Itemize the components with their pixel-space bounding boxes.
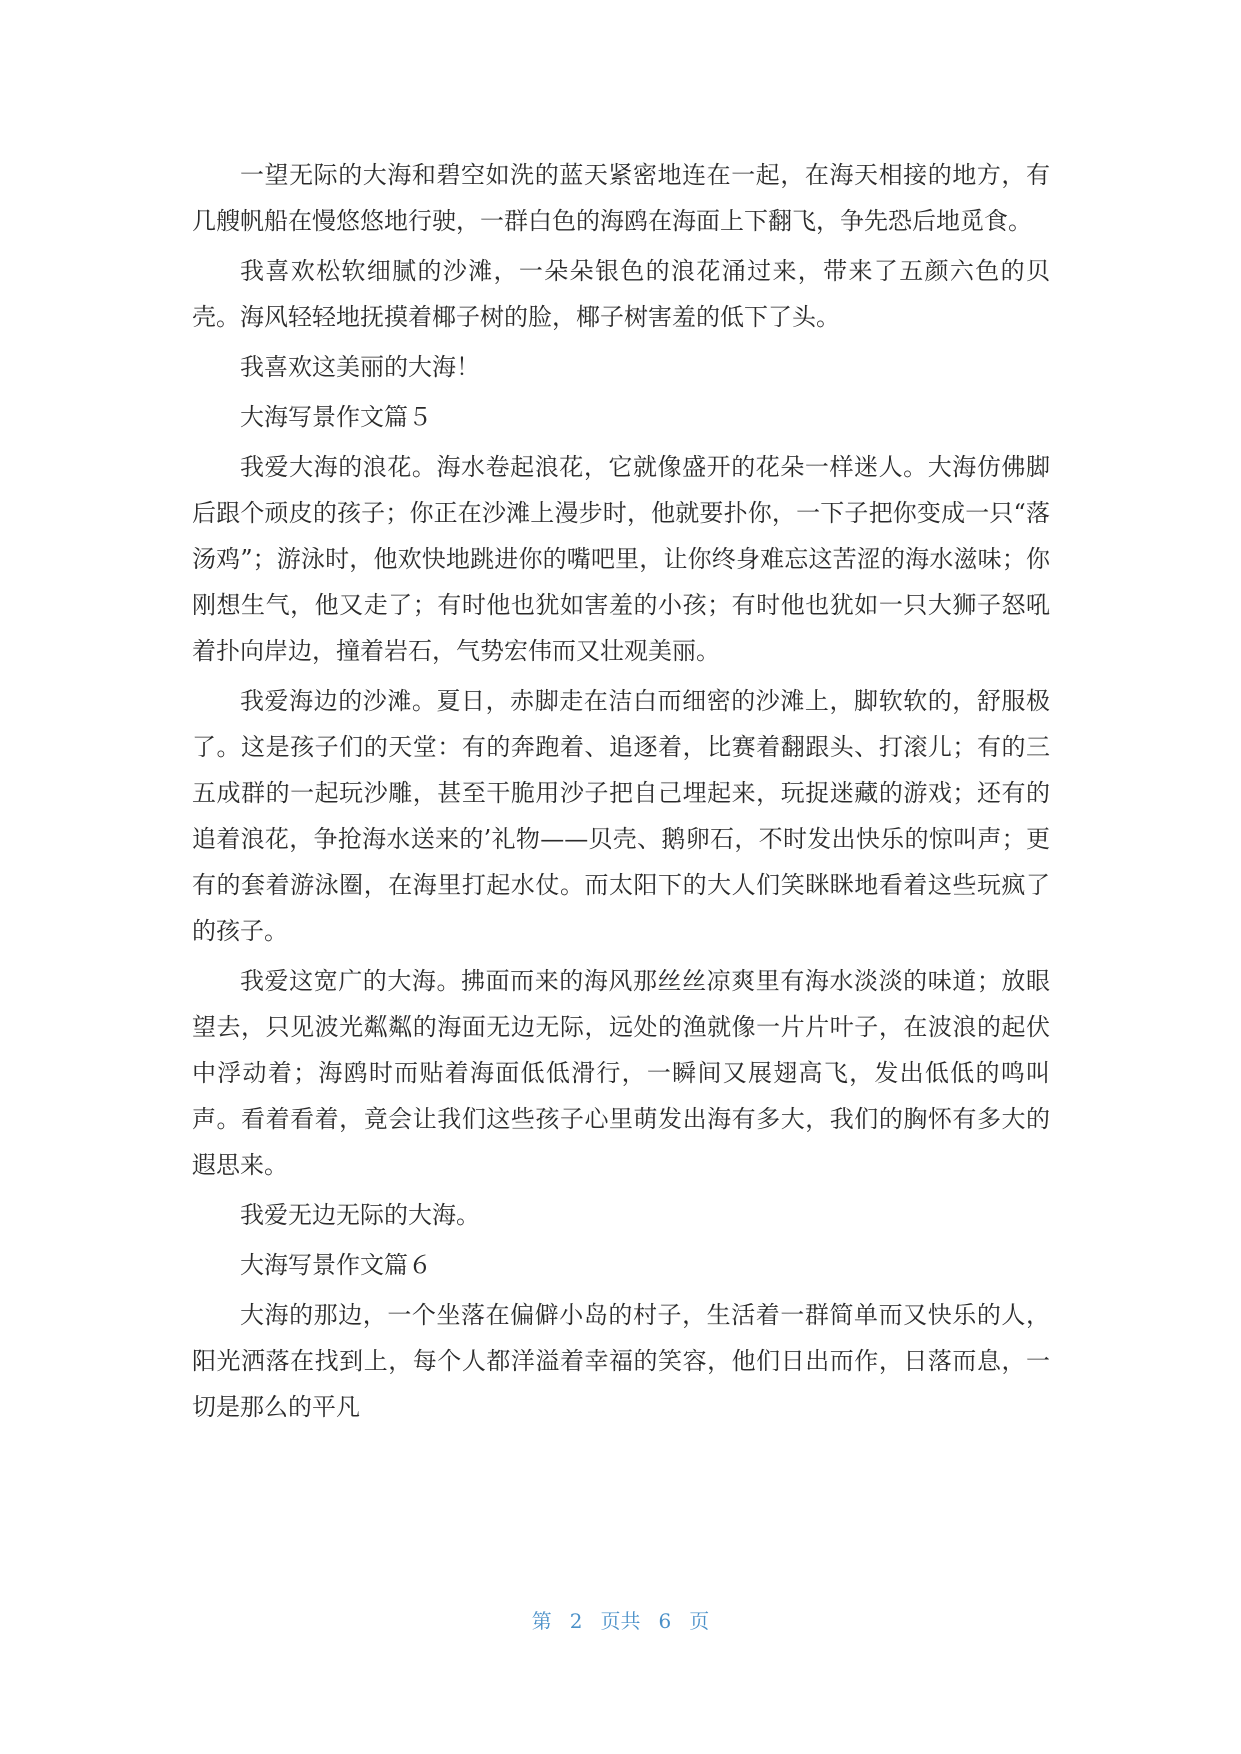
footer-suffix: 页 — [689, 1609, 710, 1633]
paragraph-10: 大海的那边，一个坐落在偏僻小岛的村子，生活着一群简单而又快乐的人，阳光洒落在找到上，每个人都洋溢着幸福的笑容，他们日出而作，日落而息，一切是那么的平凡 — [192, 1301, 1050, 1421]
paragraph-1: 一望无际的大海和碧空如洗的蓝天紧密地连在一起，在海天相接的地方，有几艘帆船在慢悠悠地行驶，一群白色的海鸥在海面上下翻飞，争先恐后地觅食。 — [192, 161, 1050, 235]
footer-prefix: 第 — [531, 1609, 552, 1633]
paragraph-2: 我喜欢松软细腻的沙滩，一朵朵银色的浪花涌过来，带来了五颜六色的贝壳。海风轻轻地抚摸着椰子树的脸，椰子树害羞的低下了头。 — [192, 257, 1050, 331]
page-number-footer — [0, 1605, 1241, 1634]
section-heading-6: 大海写景作文篇６ — [240, 1251, 432, 1279]
paragraph-5: 我爱大海的浪花。海水卷起浪花，它就像盛开的花朵一样迷人。大海仿佛脚后跟个顽皮的孩子；你正在沙滩上漫步时，他就要扑你，一下子把你变成一只“落汤鸡”；游泳时，他欢快地跳进你的嘴吧里，让你终身难忘这苦涩的海水滋味；你刚想生气，他又走了；有时他也犹如害羞的小孩；有时他也犹如一只大狮子怒吼着扑向岸边，撞着岩石，气势宏伟而又壮观美丽。 — [192, 453, 1050, 665]
footer-middle: 页共 — [600, 1609, 641, 1633]
paragraph-7: 我爱这宽广的大海。拂面而来的海风那丝丝凉爽里有海水淡淡的味道；放眼望去，只见波光粼粼的海面无边无际，远处的渔就像一片片叶子，在波浪的起伏中浮动着；海鸥时而贴着海面低低滑行，一瞬间又展翅高飞，发出低低的鸣叫声。看着看着，竟会让我们这些孩子心里萌发出海有多大，我们的胸怀有多大的遐思来。 — [192, 967, 1050, 1179]
paragraph-8: 我爱无边无际的大海。 — [240, 1201, 480, 1229]
paragraph-6: 我爱海边的沙滩。夏日，赤脚走在洁白而细密的沙滩上，脚软软的，舒服极了。这是孩子们的天堂：有的奔跑着、追逐着，比赛着翻跟头、打滚儿；有的三五成群的一起玩沙雕，甚至干脆用沙子把自己埋起来，玩捉迷藏的游戏；还有的追着浪花，争抢海水送来的’礼物——贝壳、鹅卵石，不时发出快乐的惊叫声；更有的套着游泳圈，在海里打起水仗。而太阳下的大人们笑眯眯地看着这些玩疯了的孩子。 — [192, 687, 1050, 945]
footer-total-pages: 6 — [658, 1609, 672, 1633]
footer-current-page: 2 — [569, 1609, 583, 1633]
paragraph-3: 我喜欢这美丽的大海！ — [240, 353, 480, 381]
section-heading-5: 大海写景作文篇５ — [240, 403, 432, 431]
document-body — [192, 152, 1050, 1434]
